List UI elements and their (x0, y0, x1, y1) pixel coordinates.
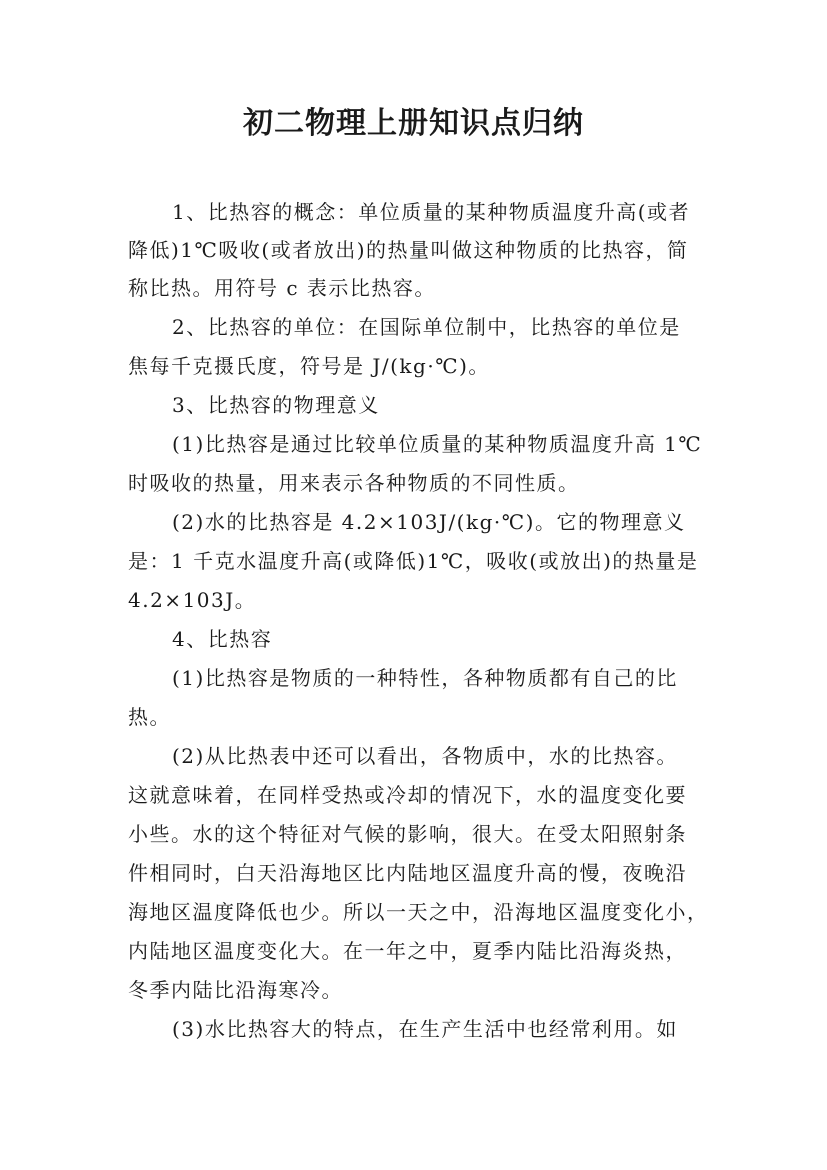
text-line: 海地区温度降低也少。所以一天之中，沿海地区温度变化小， (128, 900, 709, 924)
text-line: 4、比热容 (172, 627, 273, 651)
text-line: (1)比热容是通过比较单位质量的某种物质温度升高 1℃ (172, 432, 703, 456)
document-title: 初二物理上册知识点归纳 (243, 106, 584, 141)
text-line: 小些。水的这个特征对气候的影响，很大。在受太阳照射条 (128, 822, 687, 846)
text-line: 内陆地区温度变化大。在一年之中，夏季内陆比沿海炎热， (128, 939, 687, 963)
text-line: 焦每千克摄氏度，符号是 J/(kg·℃)。 (128, 354, 490, 378)
text-line: 时吸收的热量，用来表示各种物质的不同性质。 (128, 471, 580, 495)
text-line: (2)水的比热容是 4.2×103J/(kg·℃)。它的物理意义 (172, 510, 686, 534)
text-line: (3)水比热容大的特点，在生产生活中也经常利用。如 (172, 1017, 678, 1041)
text-line: 是：1 千克水温度升高(或降低)1℃，吸收(或放出)的热量是 (128, 549, 699, 573)
text-line: 降低)1℃吸收(或者放出)的热量叫做这种物质的比热容，简 (128, 238, 689, 262)
text-line: 件相同时，白天沿海地区比内陆地区温度升高的慢，夜晚沿 (128, 861, 687, 885)
text-line: 2、比热容的单位：在国际单位制中，比热容的单位是 (172, 315, 681, 339)
text-line: 1、比热容的概念：单位质量的某种物质温度升高(或者 (172, 200, 691, 224)
text-line: 4.2×103J。 (128, 588, 257, 612)
text-line: 这就意味着，在同样受热或冷却的情况下，水的温度变化要 (128, 783, 687, 807)
text-line: 3、比热容的物理意义 (172, 393, 380, 417)
text-line: 称比热。用符号 c 表示比热容。 (128, 276, 436, 300)
text-line: (1)比热容是物质的一种特性，各种物质都有自己的比 (172, 666, 678, 690)
text-line: (2)从比热表中还可以看出，各物质中，水的比热容。 (172, 744, 678, 768)
text-line: 热。 (128, 705, 171, 729)
text-line: 冬季内陆比沿海寒冷。 (128, 978, 343, 1002)
